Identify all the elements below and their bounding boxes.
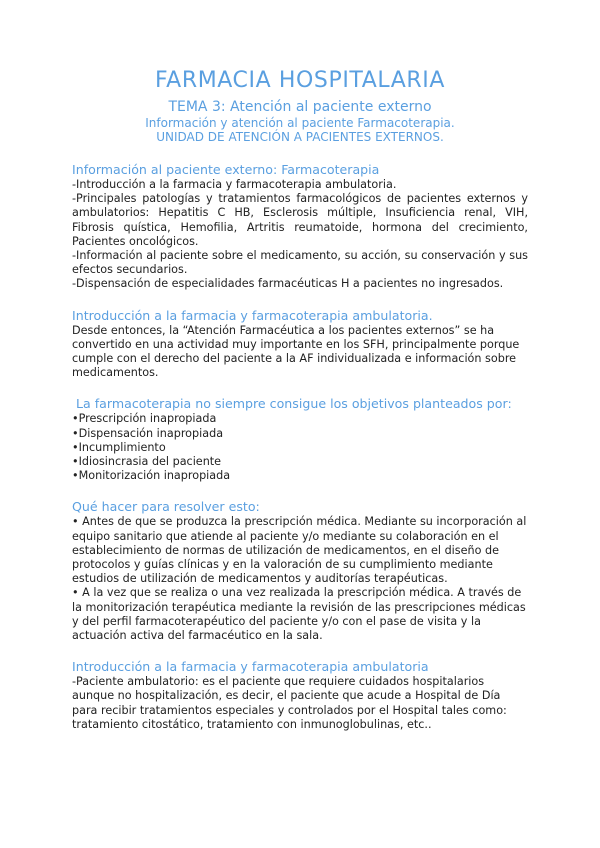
bullet-list xyxy=(72,412,528,483)
section-ambulatory xyxy=(72,659,528,732)
section-paragraph: • Antes de que se produzca la prescripción médica. Mediante su incorporación al equipo sanitario que atiende al paciente y/o mediante su colaboración en el establecimiento de normas de utilización de medicamentos, en el diseño de protocolos y guías clínicas y en la valoración de su cumplimiento mediante estudios de utilización de medicamentos y auditorías terapéuticas. xyxy=(72,515,527,586)
section-objectives xyxy=(72,396,528,483)
section-heading: Introducción a la farmacia y farmacoterapia ambulatoria xyxy=(72,659,429,675)
section-line: -Principales patologías y tratamientos farmacológicos de pacientes externos y ambulatorios: Hepatitis C HB, Esclerosis múltiple, Insuficiencia renal, VIH, Fibrosis quística, Hemofilia, Artritis reumatoide, hormona del crecimiento, Pacientes oncológicos. xyxy=(72,192,528,248)
section-heading: Introducción a la farmacia y farmacoterapia ambulatoria. xyxy=(72,307,433,323)
list-item: • Prescripción inapropiada xyxy=(72,412,528,426)
section-intro-pharmacy xyxy=(72,308,528,381)
list-item: • Incumplimiento xyxy=(72,441,528,455)
list-item: • Dispensación inapropiada xyxy=(72,427,528,441)
topic-subtitle-secondary: Información y atención al paciente Farmacoterapia. xyxy=(145,116,455,130)
section-heading: La farmacoterapia no siempre consigue los objetivos planteados por: xyxy=(72,396,512,412)
section-solutions xyxy=(72,499,528,643)
list-item: • Monitorización inapropiada xyxy=(72,469,528,483)
section-paragraph: • A la vez que se realiza o una vez realizada la prescripción médica. A través de la monitorización terapéutica mediante la revisión de las prescripciones médicas y del perfil farmacoterapéutico del paciente y/o con el pase de visita y la actuación activa del farmacéutico en la sala. xyxy=(72,586,526,643)
section-patient-info xyxy=(72,162,528,292)
section-heading: Información al paciente externo: Farmacoterapia xyxy=(72,162,380,177)
section-paragraph: Desde entonces, la “Atención Farmacéutica a los pacientes externos” se ha convertido en una actividad muy importante en los SFH, principalmente porque cumple con el derecho del paciente a la AF individualizada e información sobre medicamentos. xyxy=(72,323,520,380)
section-heading: Qué hacer para resolver esto: xyxy=(72,499,260,515)
section-line: -Información al paciente sobre el medicamento, su acción, su conservación y sus efectos secundarios. xyxy=(72,249,528,277)
topic-subtitle: TEMA 3: Atención al paciente externo xyxy=(168,99,432,115)
document-title: FARMACIA HOSPITALARIA xyxy=(154,68,446,93)
document-header xyxy=(72,66,528,144)
list-item: • Idiosincrasia del paciente xyxy=(72,455,528,469)
section-paragraph: -Paciente ambulatorio: es el paciente que requiere cuidados hospitalarios aunque no hospitalización, es decir, el paciente que acude a Hospital de Día para recibir tratamientos especiales y controlados por el Hospital tales como: tratamiento citostático, tratamiento con inmunoglobulinas, etc.. xyxy=(72,675,507,731)
unit-subtitle: UNIDAD DE ATENCIÓN A PACIENTES EXTERNOS. xyxy=(156,130,444,144)
section-line: -Introducción a la farmacia y farmacoterapia ambulatoria. xyxy=(72,178,397,191)
section-line: -Dispensación de especialidades farmacéuticas H a pacientes no ingresados. xyxy=(72,277,504,291)
